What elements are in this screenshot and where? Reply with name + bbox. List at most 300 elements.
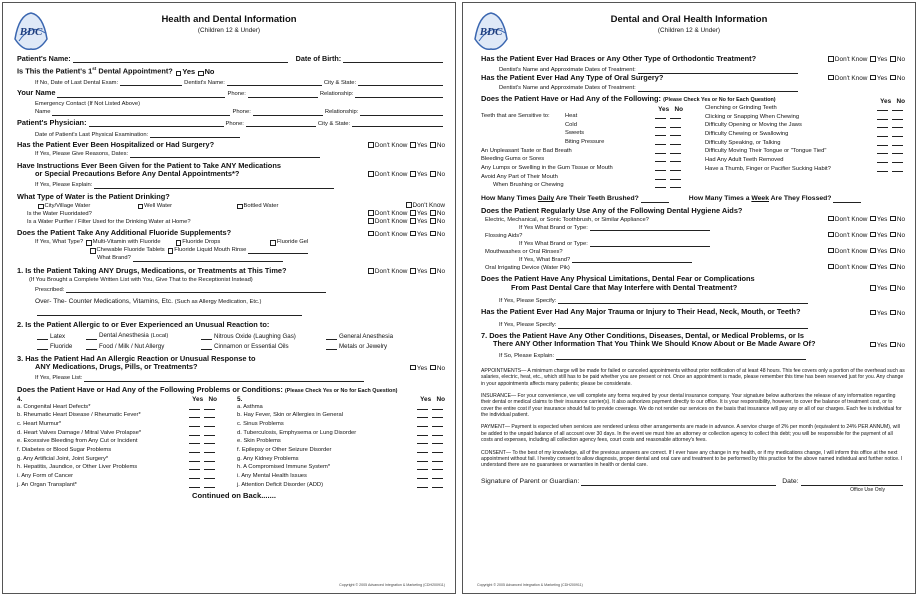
yes-label: Yes	[876, 285, 888, 292]
yes-label: Yes	[416, 364, 428, 372]
no-blank[interactable]	[204, 447, 215, 453]
no-blank[interactable]	[670, 156, 681, 162]
yes-blank[interactable]	[417, 447, 428, 453]
yes-no-blanks[interactable]	[643, 165, 683, 174]
no-blank[interactable]	[892, 166, 903, 172]
problems-grid	[17, 396, 445, 490]
hospitalized-reasons-field[interactable]	[130, 151, 320, 158]
trauma-yes-checkbox[interactable]	[870, 310, 876, 316]
condition-label: Any Lumps or Swelling in the Gum Tissue or Mouth	[481, 164, 613, 171]
patient-name-field[interactable]	[73, 56, 288, 63]
yes-no-blanks[interactable]	[177, 438, 217, 447]
yes-no-blanks[interactable]	[405, 412, 445, 421]
electric-brand-label: If Yes What Brand or Type:	[519, 224, 588, 231]
reaction-question-line1: 3. Has the Patient Had An Allergic Reaction or Unusual Response to	[17, 353, 256, 363]
your-phone-field[interactable]	[248, 91, 318, 98]
condition-row	[17, 438, 217, 447]
braces-no-checkbox[interactable]	[890, 56, 896, 62]
mouthwash-yes-checkbox[interactable]	[870, 248, 876, 254]
no-blank[interactable]	[670, 122, 681, 128]
svg-text:BDC: BDC	[479, 26, 503, 38]
condition-label: f. Epilepsy or Other Seizure Disorder	[237, 447, 332, 454]
yes-blank[interactable]	[655, 139, 666, 145]
yes-no-blanks[interactable]	[405, 456, 445, 465]
condition-row	[705, 131, 905, 140]
condition-row	[481, 156, 683, 165]
food-allergy-blank[interactable]	[86, 344, 97, 350]
mouthwash-brand-label: If Yes, What Brand?	[519, 256, 571, 263]
yes-no-blanks[interactable]	[405, 404, 445, 413]
condition-label: c. Sinus Problems	[237, 421, 284, 428]
surgery-no-checkbox[interactable]	[890, 75, 896, 81]
otc-field[interactable]	[37, 309, 302, 316]
condition-label: Have a Thumb, Finger or Pacifier Sucking Habit?	[705, 165, 831, 172]
water-well-label: Well Water	[144, 202, 173, 209]
no-label: No	[436, 218, 445, 225]
fluoride-other-field[interactable]	[248, 247, 308, 254]
condition-label: j. An Organ Transplant*	[17, 481, 77, 488]
yes-no-blanks[interactable]	[177, 404, 217, 413]
floss-dont-know-checkbox[interactable]	[828, 232, 834, 238]
flossing-aids-question: Flossing Aids?	[485, 232, 523, 239]
yes-no-blanks[interactable]	[177, 447, 217, 456]
fluoride-drops-label: Fluoride Drops	[182, 239, 221, 246]
yes-blank[interactable]	[417, 456, 428, 462]
yes-blank[interactable]	[417, 464, 428, 470]
general-anesthesia-label: General Anesthesia	[339, 332, 394, 340]
fluoridated-yes-checkbox[interactable]	[410, 210, 416, 216]
yes-no-blanks[interactable]	[865, 131, 905, 140]
no-blank[interactable]	[892, 157, 903, 163]
yes-blank[interactable]	[877, 122, 888, 128]
yes-blank[interactable]	[417, 430, 428, 436]
fluoride-type-label: If Yes, What Type?	[35, 239, 84, 246]
reaction-list-label: If Yes, Please List:	[35, 375, 83, 382]
no-blank[interactable]	[432, 412, 443, 418]
no-blank[interactable]	[892, 131, 903, 137]
multi-vitamin-label: Multi-Vitamin with Fluoride	[92, 239, 161, 246]
emergency-name-field[interactable]	[52, 109, 230, 116]
physician-label: Patient's Physician:	[17, 117, 87, 127]
no-blank[interactable]	[892, 105, 903, 111]
last-physical-field[interactable]	[150, 131, 240, 138]
yes-no-blanks[interactable]	[865, 148, 905, 157]
yes-no-blanks[interactable]	[643, 148, 683, 157]
yes-blank[interactable]	[655, 122, 666, 128]
no-label: No	[896, 215, 905, 223]
no-blank[interactable]	[670, 174, 681, 180]
reaction-no-checkbox[interactable]	[430, 365, 436, 371]
fluoride-allergy-blank[interactable]	[37, 344, 48, 350]
condition-row	[705, 140, 905, 149]
last-exam-field[interactable]	[120, 79, 182, 86]
yes-no-blanks[interactable]	[865, 105, 905, 114]
no-blank[interactable]	[892, 148, 903, 154]
trauma-no-checkbox[interactable]	[890, 310, 896, 316]
emergency-relationship-field[interactable]	[360, 109, 443, 116]
hospitalized-no-checkbox[interactable]	[430, 142, 436, 148]
section-5-label: 5.	[237, 396, 243, 404]
general-anesthesia-blank[interactable]	[326, 334, 337, 340]
surgery-dentist-field[interactable]	[638, 85, 798, 92]
prescribed-label: Prescribed:	[35, 286, 65, 293]
relationship-label: Relationship:	[324, 109, 359, 116]
dob-label: Date of Birth:	[295, 54, 342, 63]
other-explain-label: If So, Please Explain:	[499, 353, 555, 360]
emergency-name-label: Name	[35, 109, 51, 116]
no-blank[interactable]	[204, 482, 215, 488]
phone-label: Phone:	[232, 109, 251, 116]
cinnamon-label: Cinnamon or Essential Oils	[214, 342, 289, 350]
electric-no-checkbox[interactable]	[890, 216, 896, 222]
floss-yes-checkbox[interactable]	[870, 232, 876, 238]
sensitive-label: Teeth that are Sensitive to:	[481, 112, 550, 119]
last-physical-label: Date of Patient's Last Physical Examination:	[35, 131, 149, 138]
fluoride-dont-know-checkbox[interactable]	[368, 231, 374, 237]
irrigating-yes-checkbox[interactable]	[870, 264, 876, 270]
your-name-field[interactable]	[57, 91, 225, 98]
emergency-phone-field[interactable]	[253, 109, 323, 116]
no-blank[interactable]	[432, 447, 443, 453]
dont-know-label: Don't Know	[374, 230, 408, 238]
page-title: Dental and Oral Health Information	[610, 14, 768, 25]
latex-blank[interactable]	[37, 334, 48, 340]
condition-label: j. Attention Deficit Disorder (ADD)	[237, 481, 324, 488]
drugs-dont-know-checkbox[interactable]	[368, 268, 374, 274]
condition-label: When Brushing or Chewing	[493, 182, 564, 189]
condition-label: Biting Pressure	[565, 138, 605, 145]
physician-field[interactable]	[89, 120, 224, 127]
brushed-field[interactable]	[641, 196, 669, 203]
city-state-label: City & State:	[323, 79, 357, 86]
purifier-dont-know-checkbox[interactable]	[368, 218, 374, 224]
yes-blank[interactable]	[189, 421, 200, 427]
braces-dont-know-checkbox[interactable]	[828, 56, 834, 62]
condition-row	[17, 404, 217, 413]
yes-blank[interactable]	[877, 166, 888, 172]
signature-field[interactable]	[581, 479, 776, 486]
date-label: Date:	[782, 477, 799, 485]
yes-no-blanks[interactable]	[643, 130, 683, 139]
braces-yes-checkbox[interactable]	[870, 56, 876, 62]
yes-no-blanks[interactable]	[177, 473, 217, 482]
yes-blank[interactable]	[877, 105, 888, 111]
instructions-no-checkbox[interactable]	[430, 171, 436, 177]
mouthwash-no-checkbox[interactable]	[890, 248, 896, 254]
surgery-yes-checkbox[interactable]	[870, 75, 876, 81]
fluoridated-no-checkbox[interactable]	[430, 210, 436, 216]
dental-anesthesia-label: Dental Anesthesia (Local)	[99, 332, 169, 340]
no-blank[interactable]	[432, 404, 443, 410]
yes-label: Yes	[876, 74, 888, 82]
no-blank[interactable]	[892, 114, 903, 120]
no-blank[interactable]	[670, 130, 681, 136]
no-blank[interactable]	[432, 421, 443, 427]
yes-no-blanks[interactable]	[177, 412, 217, 421]
limitations-specify-field[interactable]	[558, 297, 808, 304]
no-blank[interactable]	[432, 430, 443, 436]
emergency-contact-label: Emergency Contact (If Not Listed Above)	[35, 101, 141, 108]
yes-blank[interactable]	[655, 113, 666, 119]
no-blank[interactable]	[670, 182, 681, 188]
yes-blank[interactable]	[877, 157, 888, 163]
yes-blank[interactable]	[655, 148, 666, 154]
yes-no-blanks[interactable]	[865, 157, 905, 166]
yes-no-blanks[interactable]	[643, 139, 683, 148]
yes-no-blanks[interactable]	[177, 430, 217, 439]
dental-anesthesia-blank[interactable]	[86, 334, 97, 340]
yes-no-blanks[interactable]	[643, 174, 683, 183]
condition-label: a. Asthma	[237, 403, 263, 410]
yes-blank[interactable]	[417, 421, 428, 427]
condition-row	[237, 438, 445, 447]
mouthwash-brand-field[interactable]	[572, 256, 692, 263]
yes-blank[interactable]	[189, 464, 200, 470]
irrigating-question: Oral Irrigating Device (Water Pik)	[485, 264, 570, 271]
no-blank[interactable]	[432, 456, 443, 462]
yes-blank[interactable]	[189, 404, 200, 410]
sensitivity-row	[481, 139, 683, 148]
condition-label: Heat	[565, 112, 578, 119]
reaction-list-field[interactable]	[84, 375, 364, 382]
purifier-yes-checkbox[interactable]	[410, 218, 416, 224]
yes-blank[interactable]	[189, 482, 200, 488]
yes-blank[interactable]	[655, 165, 666, 171]
condition-row	[17, 430, 217, 439]
condition-label: Clenching or Grinding Teeth	[705, 104, 777, 111]
drugs-question: 1. Is the Patient Taking ANY Drugs, Medications, or Treatments at This Time?	[17, 265, 287, 275]
yes-blank[interactable]	[655, 156, 666, 162]
condition-row	[17, 464, 217, 473]
yes-blank[interactable]	[189, 473, 200, 479]
no-blank[interactable]	[892, 140, 903, 146]
yes-blank[interactable]	[417, 404, 428, 410]
mouthwash-dont-know-checkbox[interactable]	[828, 248, 834, 254]
condition-row	[705, 105, 905, 114]
first-visit-yes-checkbox[interactable]	[176, 71, 182, 77]
yes-header: Yes	[880, 97, 892, 105]
limitations-question-line1: Does the Patient Have Any Physical Limitations, Dental Fear or Complications	[481, 274, 755, 284]
no-blank[interactable]	[204, 421, 215, 427]
fluoride-yes-checkbox[interactable]	[410, 231, 416, 237]
yes-blank[interactable]	[189, 447, 200, 453]
fluoride-allergy-label: Fluoride	[50, 342, 73, 350]
dentist-name-field[interactable]	[227, 79, 322, 86]
cinnamon-blank[interactable]	[201, 344, 212, 350]
nitrous-blank[interactable]	[201, 334, 212, 340]
surgery-dont-know-checkbox[interactable]	[828, 75, 834, 81]
condition-row	[237, 404, 445, 413]
yes-label: Yes	[416, 171, 428, 179]
dob-field[interactable]	[343, 56, 443, 63]
yes-no-blanks[interactable]	[865, 140, 905, 149]
trauma-specify-field[interactable]	[558, 322, 808, 329]
no-blank[interactable]	[670, 113, 681, 119]
irrigating-no-checkbox[interactable]	[890, 264, 896, 270]
physician-city-field[interactable]	[352, 120, 443, 127]
drugs-no-checkbox[interactable]	[430, 268, 436, 274]
page-subtitle: (Children 12 & Under)	[657, 27, 721, 34]
condition-label: Avoid Any Part of Their Mouth	[481, 173, 558, 180]
no-blank[interactable]	[204, 473, 215, 479]
condition-row	[481, 174, 683, 183]
your-relationship-field[interactable]	[355, 91, 443, 98]
physician-phone-field[interactable]	[246, 120, 316, 127]
no-blank[interactable]	[432, 482, 443, 488]
no-blank[interactable]	[670, 148, 681, 154]
yes-label: Yes	[416, 268, 428, 276]
otc-note: (Such as Allergy Medication, Etc.)	[174, 298, 262, 305]
instructions-explain-field[interactable]	[94, 182, 334, 189]
yes-blank[interactable]	[877, 140, 888, 146]
fluoride-no-checkbox[interactable]	[430, 231, 436, 237]
no-blank[interactable]	[670, 139, 681, 145]
condition-label: d. Heart Valves Damage / Mitral Valve Prolapse*	[17, 429, 142, 436]
instructions-yes-checkbox[interactable]	[410, 171, 416, 177]
no-blank[interactable]	[204, 404, 215, 410]
condition-row	[237, 473, 445, 482]
condition-label: g. Any Kidney Problems	[237, 455, 299, 462]
water-question: What Type of Water is the Patient Drinking?	[17, 191, 170, 201]
section-4-label: 4.	[17, 396, 23, 404]
yes-no-blanks[interactable]	[177, 482, 217, 491]
hospitalized-yes-checkbox[interactable]	[410, 142, 416, 148]
yes-blank[interactable]	[417, 482, 428, 488]
reaction-yes-checkbox[interactable]	[410, 365, 416, 371]
no-blank[interactable]	[432, 473, 443, 479]
other-yes-checkbox[interactable]	[870, 342, 876, 348]
yes-blank[interactable]	[877, 148, 888, 154]
yes-blank[interactable]	[417, 473, 428, 479]
yes-no-blanks[interactable]	[405, 464, 445, 473]
other-no-checkbox[interactable]	[890, 342, 896, 348]
condition-label: b. Hay Fever, Skin or Allergies in General	[237, 412, 344, 419]
problems-note: (Please Check Yes or No for Each Question)	[284, 388, 398, 395]
no-blank[interactable]	[670, 165, 681, 171]
city-state-label: City & State:	[317, 120, 351, 127]
date-field[interactable]	[801, 479, 904, 486]
no-label: No	[436, 171, 445, 179]
condition-label: e. Skin Problems	[237, 438, 281, 445]
condition-row	[481, 148, 683, 157]
no-blank[interactable]	[204, 430, 215, 436]
yes-no-blanks[interactable]	[865, 114, 905, 123]
instructions-dont-know-checkbox[interactable]	[368, 171, 374, 177]
yes-no-blanks[interactable]	[405, 447, 445, 456]
mouth-rinse-label: Fluoride Liquid Mouth Rinse	[174, 247, 247, 254]
mouthwash-question: Mouthwashes or Oral Rinses?	[485, 248, 563, 255]
instructions-question-line2: or Special Precautions Before Any Dental Appointments*?	[35, 169, 240, 179]
no-blank[interactable]	[204, 456, 215, 462]
purifier-no-checkbox[interactable]	[430, 218, 436, 224]
no-blank[interactable]	[204, 464, 215, 470]
yes-no-blanks[interactable]	[643, 156, 683, 165]
yes-blank[interactable]	[189, 456, 200, 462]
chewable-label: Chewable Fluoride Tablets	[96, 247, 165, 254]
yes-no-blanks[interactable]	[405, 430, 445, 439]
no-label: No	[436, 210, 445, 217]
prescribed-field[interactable]	[66, 286, 326, 293]
floss-brand-field[interactable]	[590, 240, 710, 247]
yes-no-blanks[interactable]	[865, 122, 905, 131]
hospitalized-dont-know-checkbox[interactable]	[368, 142, 374, 148]
yes-no-blanks[interactable]	[405, 473, 445, 482]
yes-no-blanks[interactable]	[405, 482, 445, 491]
electric-yes-checkbox[interactable]	[870, 216, 876, 222]
yes-blank[interactable]	[417, 438, 428, 444]
no-header: No	[436, 396, 445, 404]
yes-no-blanks[interactable]	[177, 421, 217, 430]
yes-no-blanks[interactable]	[643, 122, 683, 131]
limitations-no-checkbox[interactable]	[890, 285, 896, 291]
condition-row	[17, 447, 217, 456]
drugs-yes-checkbox[interactable]	[410, 268, 416, 274]
yes-blank[interactable]	[877, 131, 888, 137]
yes-no-blanks[interactable]	[865, 166, 905, 175]
fluoridated-dont-know-checkbox[interactable]	[368, 210, 374, 216]
irrigating-dont-know-checkbox[interactable]	[828, 264, 834, 270]
limitations-yes-checkbox[interactable]	[870, 285, 876, 291]
dont-know-label: Don't Know	[374, 171, 408, 179]
metals-blank[interactable]	[326, 344, 337, 350]
condition-row	[237, 456, 445, 465]
yes-no-blanks[interactable]	[643, 182, 683, 191]
yes-no-blanks[interactable]	[643, 113, 683, 122]
water-city-label: City/Village Water	[44, 202, 91, 209]
fluoridated-question: Is the Water Fluoridated?	[27, 210, 92, 217]
condition-row	[705, 148, 905, 157]
floss-no-checkbox[interactable]	[890, 232, 896, 238]
yes-blank[interactable]	[189, 438, 200, 444]
city-state-field[interactable]	[358, 79, 443, 86]
flossed-field[interactable]	[833, 196, 861, 203]
yes-no-blanks[interactable]	[405, 421, 445, 430]
first-visit-no-checkbox[interactable]	[198, 71, 204, 77]
health-dental-form-page	[2, 2, 456, 594]
electric-brand-field[interactable]	[590, 224, 710, 231]
yes-blank[interactable]	[189, 430, 200, 436]
surgery-dentist-label: Dentist's Name and Approximate Dates of Treatment:	[499, 85, 636, 92]
yes-blank[interactable]	[417, 412, 428, 418]
other-explain-field[interactable]	[556, 353, 806, 360]
yes-label: Yes	[182, 66, 196, 76]
yes-label: Yes	[416, 230, 428, 238]
water-dont-know-checkbox[interactable]	[406, 202, 412, 208]
no-blank[interactable]	[204, 412, 215, 418]
no-blank[interactable]	[892, 122, 903, 128]
condition-row	[17, 412, 217, 421]
yes-blank[interactable]	[655, 182, 666, 188]
no-blank[interactable]	[204, 438, 215, 444]
yes-no-blanks[interactable]	[177, 456, 217, 465]
condition-label: Cold	[565, 121, 577, 128]
sensitivity-row	[481, 113, 683, 122]
yes-blank[interactable]	[655, 130, 666, 136]
electric-dont-know-checkbox[interactable]	[828, 216, 834, 222]
yes-header: Yes	[192, 396, 204, 404]
yes-blank[interactable]	[189, 412, 200, 418]
limitations-specify-label: If Yes, Please Specify:	[499, 297, 557, 304]
yes-no-blanks[interactable]	[405, 438, 445, 447]
what-brand-field[interactable]	[133, 255, 283, 262]
yes-blank[interactable]	[877, 114, 888, 120]
no-blank[interactable]	[432, 464, 443, 470]
following-question: Does the Patient Have or Had Any of the Following:	[481, 94, 661, 104]
yes-blank[interactable]	[655, 174, 666, 180]
no-blank[interactable]	[432, 438, 443, 444]
dentist-name-label: Dentist's Name:	[184, 79, 225, 86]
yes-no-blanks[interactable]	[177, 464, 217, 473]
